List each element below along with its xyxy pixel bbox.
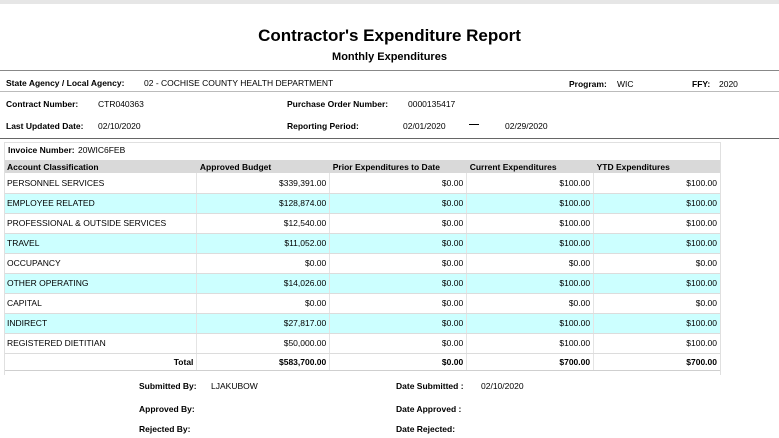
total-ytd-expenditures: $700.00 bbox=[594, 353, 721, 370]
date-submitted-value: 02/10/2020 bbox=[481, 381, 524, 391]
approved-by-label: Approved By: bbox=[139, 404, 195, 414]
report-subtitle: Monthly Expenditures bbox=[332, 51, 447, 63]
current-expenditures: $100.00 bbox=[467, 213, 594, 233]
ytd-expenditures: $100.00 bbox=[594, 313, 721, 333]
current-expenditures: $100.00 bbox=[467, 193, 594, 213]
expenditure-table bbox=[4, 160, 721, 371]
prior-expenditures: $0.00 bbox=[330, 313, 467, 333]
agency-label: State Agency / Local Agency: bbox=[6, 78, 125, 88]
updated-label: Last Updated Date: bbox=[6, 121, 84, 131]
current-expenditures: $0.00 bbox=[467, 253, 594, 273]
column-header: Approved Budget bbox=[197, 160, 330, 173]
ffy-label: FFY: bbox=[692, 79, 711, 89]
account-classification: INDIRECT bbox=[4, 313, 197, 333]
approved-budget: $50,000.00 bbox=[197, 333, 330, 353]
submitted-by-value: LJAKUBOW bbox=[211, 381, 258, 391]
current-expenditures: $100.00 bbox=[467, 313, 594, 333]
program-value: WIC bbox=[617, 79, 634, 89]
approved-budget: $12,540.00 bbox=[197, 213, 330, 233]
column-header: Prior Expenditures to Date bbox=[330, 160, 467, 173]
column-header: Current Expenditures bbox=[467, 160, 594, 173]
current-expenditures: $100.00 bbox=[467, 233, 594, 253]
date-approved-label: Date Approved : bbox=[396, 404, 462, 414]
contract-value: CTR040363 bbox=[98, 99, 144, 109]
approved-budget: $27,817.00 bbox=[197, 313, 330, 333]
table-row bbox=[4, 233, 721, 253]
total-label: Total bbox=[4, 353, 197, 370]
account-classification: PERSONNEL SERVICES bbox=[4, 173, 197, 193]
prior-expenditures: $0.00 bbox=[330, 173, 467, 193]
table-row bbox=[4, 273, 721, 293]
prior-expenditures: $0.00 bbox=[330, 193, 467, 213]
approved-budget: $339,391.00 bbox=[197, 173, 330, 193]
total-current-expenditures: $700.00 bbox=[467, 353, 594, 370]
current-expenditures: $100.00 bbox=[467, 173, 594, 193]
prior-expenditures: $0.00 bbox=[330, 293, 467, 313]
updated-value: 02/10/2020 bbox=[98, 121, 141, 131]
total-approved-budget: $583,700.00 bbox=[197, 353, 330, 370]
period-start: 02/01/2020 bbox=[403, 121, 446, 131]
table-header-row bbox=[4, 160, 721, 173]
table-row bbox=[4, 173, 721, 193]
column-header: YTD Expenditures bbox=[594, 160, 721, 173]
account-classification: TRAVEL bbox=[4, 233, 197, 253]
report-title: Contractor's Expenditure Report bbox=[258, 26, 521, 45]
prior-expenditures: $0.00 bbox=[330, 213, 467, 233]
period-dash: — bbox=[469, 119, 479, 130]
approved-budget: $14,026.00 bbox=[197, 273, 330, 293]
program-label: Program: bbox=[569, 79, 607, 89]
prior-expenditures: $0.00 bbox=[330, 333, 467, 353]
account-classification: OTHER OPERATING bbox=[4, 273, 197, 293]
current-expenditures: $100.00 bbox=[467, 333, 594, 353]
table-row bbox=[4, 293, 721, 313]
date-rejected-label: Date Rejected: bbox=[396, 424, 456, 434]
prior-expenditures: $0.00 bbox=[330, 253, 467, 273]
current-expenditures: $0.00 bbox=[467, 293, 594, 313]
divider bbox=[0, 91, 779, 92]
period-label: Reporting Period: bbox=[287, 121, 359, 131]
ytd-expenditures: $100.00 bbox=[594, 213, 721, 233]
ytd-expenditures: $100.00 bbox=[594, 333, 721, 353]
contract-label: Contract Number: bbox=[6, 99, 79, 109]
table-row bbox=[4, 253, 721, 273]
ytd-expenditures: $0.00 bbox=[594, 293, 721, 313]
table-row bbox=[4, 193, 721, 213]
ytd-expenditures: $100.00 bbox=[594, 233, 721, 253]
account-classification: EMPLOYEE RELATED bbox=[4, 193, 197, 213]
divider bbox=[0, 138, 779, 139]
ytd-expenditures: $0.00 bbox=[594, 253, 721, 273]
approved-budget: $128,874.00 bbox=[197, 193, 330, 213]
submitted-by-label: Submitted By: bbox=[139, 381, 197, 391]
invoice-label: Invoice Number: bbox=[8, 145, 75, 155]
account-classification: CAPITAL bbox=[4, 293, 197, 313]
account-classification: OCCUPANCY bbox=[4, 253, 197, 273]
approved-budget: $0.00 bbox=[197, 253, 330, 273]
period-end: 02/29/2020 bbox=[505, 121, 548, 131]
total-row bbox=[4, 353, 721, 370]
agency-value: 02 - COCHISE COUNTY HEALTH DEPARTMENT bbox=[144, 78, 334, 88]
po-label: Purchase Order Number: bbox=[287, 99, 389, 109]
approved-budget: $11,052.00 bbox=[197, 233, 330, 253]
prior-expenditures: $0.00 bbox=[330, 273, 467, 293]
ytd-expenditures: $100.00 bbox=[594, 173, 721, 193]
divider bbox=[0, 70, 779, 71]
approved-budget: $0.00 bbox=[197, 293, 330, 313]
total-prior-expenditures: $0.00 bbox=[330, 353, 467, 370]
table-row bbox=[4, 213, 721, 233]
prior-expenditures: $0.00 bbox=[330, 233, 467, 253]
current-expenditures: $100.00 bbox=[467, 273, 594, 293]
ffy-value: 2020 bbox=[719, 79, 738, 89]
account-classification: PROFESSIONAL & OUTSIDE SERVICES bbox=[4, 213, 197, 233]
rejected-by-label: Rejected By: bbox=[139, 424, 191, 434]
table-row bbox=[4, 333, 721, 353]
table-row bbox=[4, 313, 721, 333]
ytd-expenditures: $100.00 bbox=[594, 193, 721, 213]
account-classification: REGISTERED DIETITIAN bbox=[4, 333, 197, 353]
po-value: 0000135417 bbox=[408, 99, 456, 109]
invoice-value: 20WIC6FEB bbox=[78, 145, 126, 155]
ytd-expenditures: $100.00 bbox=[594, 273, 721, 293]
top-border bbox=[0, 0, 779, 4]
column-header: Account Classification bbox=[4, 160, 197, 173]
date-submitted-label: Date Submitted : bbox=[396, 381, 464, 391]
